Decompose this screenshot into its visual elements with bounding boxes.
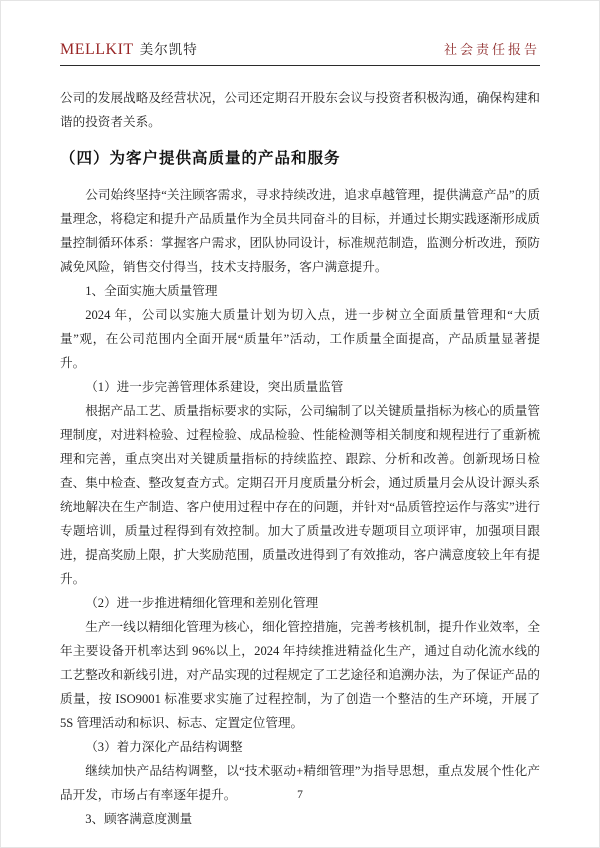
paragraph: （2）进一步推进精细化管理和差别化管理 [85, 596, 319, 610]
paragraph: 公司的发展战略及经营状况，公司还定期召开股东会议与投资者积极沟通，确保构建和谐的投资者关系。 [60, 91, 540, 129]
section-heading: （四）为客户提供高质量的产品和服务 [60, 150, 341, 167]
logo-cjk-text: 美尔凯特 [139, 42, 198, 57]
paragraph: （3）着力深化产品结构调整 [85, 740, 243, 754]
page-header [60, 1, 540, 66]
paragraph: 2024 年，公司以实施大质量计划为切入点，进一步树立全面质量管理和“大质量”观，在公司范围内全面开展“质量年”活动，工作质量全面提高，产品质量显著提升。 [60, 308, 540, 370]
company-logo [60, 38, 198, 59]
paragraph: 根据产品工艺、质量指标要求的实际，公司编制了以关键质量指标为核心的质量管理制度，对进料检验、过程检验、成品检验、性能检测等相关制度和规程进行了重新梳理和完善，重点突出对关键质量指标的持续监控、跟踪、分析和改善。创新现场日检查、集中检查、整改复查方式。定期召开月度质量分析会，通过质量月会从设计源头系统地解决在生产制造、客户使用过程中存在的问题，并针对“品质管控运作与落实”进行专题培训，质量过程得到有效控制。加大了质量改进专题项目立项评审，加强项目跟进，提高奖励上限，扩大奖励范围，质量改进得到了有效推动，客户满意度较上年有提升。 [60, 404, 540, 586]
paragraph: 生产一线以精细化管理为核心，细化管控措施，完善考核机制，提升作业效率，全年主要设备开机率达到 96%以上，2024 年持续推进精益化生产，通过自动化流水线的工艺整改和新线引进，对产品实现的过程规定了工艺途径和追溯办法，为了保证产品的质量，按 ISO9001 标准要求实施了过程控制，为了创造一个整洁的生产环境，开展了 5S 管理活动和标识、标志、定置定位管理。 [60, 620, 540, 730]
paragraph: 1、全面实施大质量管理 [85, 284, 218, 298]
page-number: 7 [297, 789, 303, 801]
paragraph: 3、顾客满意度测量 [85, 812, 193, 826]
document-body [60, 86, 540, 831]
paragraph: 公司始终坚持“关注顾客需求，寻求持续改进，追求卓越管理，提供满意产品”的质量理念，将稳定和提升产品质量作为全员共同奋斗的目标，并通过长期实践逐渐形成质量控制循环体系：掌握客户需求，团队协同设计，标准规范制造，监测分析改进，预防减免风险，销售交付得当，技术支持服务，客户满意提升。 [60, 188, 540, 274]
page-container [1, 1, 599, 831]
report-title: 社会责任报告 [443, 42, 540, 57]
paragraph: （1）进一步完善管理体系建设，突出质量监管 [85, 380, 344, 394]
paragraph: 继续加快产品结构调整，以“技术驱动+精细管理”为指导思想，重点发展个性化产品开发，市场占有率逐年提升。 [60, 764, 540, 802]
logo-latin-text: MELLKIT [60, 41, 134, 58]
